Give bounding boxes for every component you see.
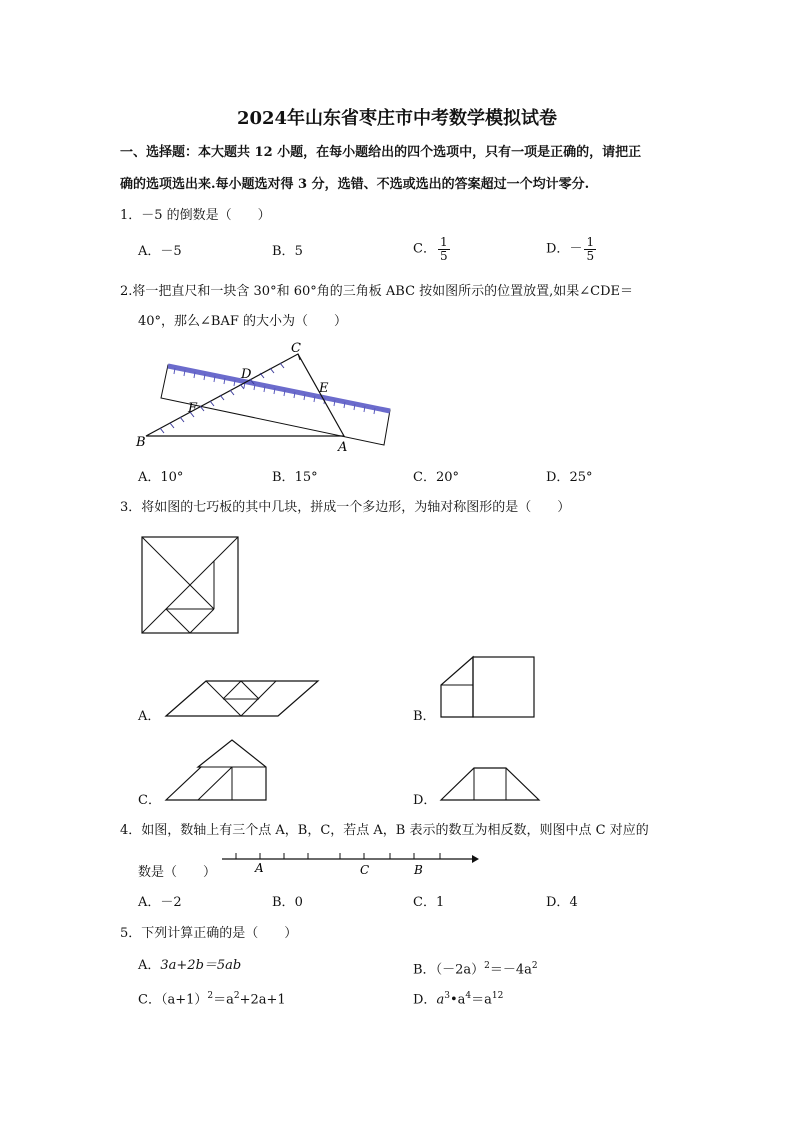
q3-option-c[interactable]: C．: [138, 793, 161, 808]
q4-option-d[interactable]: D．4: [546, 895, 578, 910]
q1-option-b[interactable]: B．5: [272, 244, 303, 259]
q4-option-b[interactable]: B．0: [272, 895, 303, 910]
q2-option-b[interactable]: B．15°: [272, 470, 318, 485]
axis-label-b: B: [414, 863, 423, 877]
label-c: C: [291, 341, 301, 356]
q1-option-c[interactable]: C． $\frac{1}{5}$: [413, 235, 448, 263]
q5-option-c[interactable]: C．$(a+1)^2=a^2+2a+1$: [138, 991, 286, 1008]
label-b: B: [136, 435, 146, 450]
axis-label-c: C: [360, 863, 370, 877]
q5-stem: 5．下列计算正确的是（ ）: [120, 926, 298, 941]
q5-option-b[interactable]: B．$(-2a)^2=-4a^2$: [413, 961, 538, 978]
section-instructions-line2: 确的选项选出来.每小题选对得 3 分，选错、不选或选出的答案超过一个均计零分.: [120, 177, 590, 192]
q4-stem-line1: 4．如图，数轴上有三个点 A，B，C，若点 A，B 表示的数互为相反数，则图中点 C 对应的: [120, 823, 649, 838]
q3-stem: 3．将如图的七巧板的其中几块，拼成一个多边形，为轴对称图形的是（ ）: [120, 500, 571, 515]
q1-stem: 1．－5 的倒数是（ ）: [120, 208, 271, 223]
page-title: 2024年山东省枣庄市中考数学模拟试卷: [236, 108, 558, 129]
label-a: A: [338, 440, 348, 455]
q4-option-a[interactable]: A．－2: [138, 895, 182, 910]
fraction: $\frac{1}{5}$: [586, 235, 595, 263]
q4-stem-line2: 数是（ ）: [138, 865, 217, 880]
q5-option-a[interactable]: A．3a+2b＝5ab: [138, 958, 242, 973]
q3-option-d[interactable]: D．: [413, 793, 437, 808]
fraction: $\frac{1}{5}$: [439, 235, 448, 263]
q2-stem-line2: 40°，那么∠BAF 的大小为（ ）: [138, 314, 348, 329]
q2-option-a[interactable]: A．10°: [138, 470, 184, 485]
q2-option-c[interactable]: C．20°: [413, 470, 459, 485]
q2-option-d[interactable]: D．25°: [546, 470, 593, 485]
label-f: F: [188, 401, 198, 416]
q4-option-c[interactable]: C．1: [413, 895, 445, 910]
q5-option-d[interactable]: D．$a^3•a^4=a^{12}$: [413, 991, 504, 1008]
section-instructions-line1: 一、选择题：本大题共 12 小题，在每小题给出的四个选项中，只有一项是正确的，请把正: [120, 145, 642, 160]
label-d: D: [241, 367, 252, 382]
axis-ticks: [236, 853, 440, 859]
q3-option-a[interactable]: A．: [138, 709, 161, 724]
axis-label-a: A: [255, 861, 264, 875]
q1-option-d[interactable]: D．－ $\frac{1}{5}$: [546, 235, 595, 263]
q3-option-b[interactable]: B．: [413, 709, 436, 724]
q1-option-a[interactable]: A．－5: [138, 244, 182, 259]
label-e: E: [319, 381, 329, 396]
q2-stem-line1: 2.将一把直尺和一块含 30°和 60°角的三角板 ABC 按如图所示的位置放置,如果∠CDE＝: [120, 284, 634, 299]
